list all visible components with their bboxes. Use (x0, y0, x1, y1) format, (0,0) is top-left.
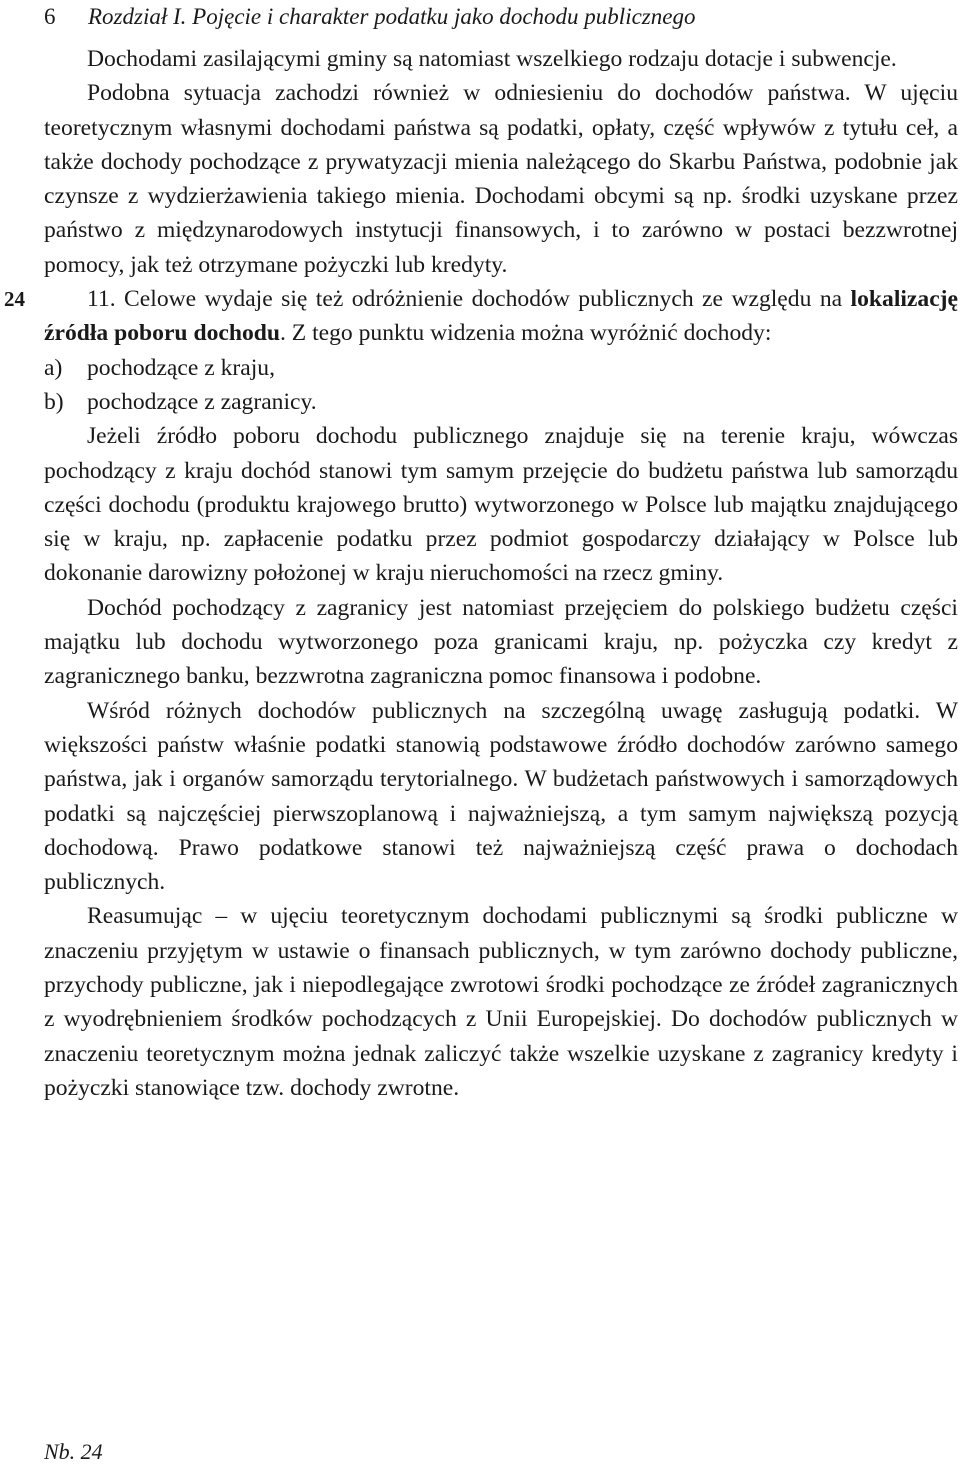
list-marker: a) (44, 354, 63, 381)
footer-marginal-number: Nb. 24 (44, 1439, 103, 1464)
list-item (44, 385, 958, 419)
list-item (44, 351, 958, 385)
paragraph-3-end: . Z tego punktu widzenia można wyróżnić dochody: (280, 320, 772, 347)
list-marker: b) (44, 388, 64, 415)
paragraph-4: Jeżeli źródło poboru dochodu publicznego znajduje się na terenie kraju, wówczas pochodzący z kraju dochód stanowi tym samym przejęcie do budżetu państwa lub samorządu części dochodu (produktu krajowego brutto) wytworzonego w Polsce lub majątku znajdującego się w kraju, np. zapłacenie podatku przez podmiot gospodarczy działający w Polsce lub dokonanie darowizny położonej w kraju nieruchomości na rzecz gminy. (44, 423, 958, 587)
list-item-text: pochodzące z zagranicy. (87, 388, 317, 415)
paragraph-3 (4, 282, 958, 351)
list-item-text: pochodzące z kraju, (87, 354, 275, 381)
body-text (4, 42, 958, 1105)
paragraph-5: Dochód pochodzący z zagranicy jest natomiast przejęciem do polskiego budżetu części majątku lub dochodu wytworzonego poza granicami kraju, np. pożyczka czy kredyt z zagranicznego banku, bezzwrotna zagraniczna pomoc finansowa i podobne. (44, 594, 958, 690)
chapter-title: Rozdział I. Pojęcie i charakter podatku jako dochodu publicznego (88, 4, 696, 29)
paragraph-7: Reasumując – w ujęciu teoretycznym dochodami publicznymi są środki publiczne w znaczeniu przyjętym w ustawie o finansach publicznych, w tym zarówno dochody publiczne, przychody publiczne, jak i niepodlegające zwrotowi środki pochodzące ze źródeł zagranicznych z wyodrębnieniem środków pochodzących z Unii Europejskiej. Do dochodów publicznych w znaczeniu teoretycznym można jednak zaliczyć także wszelkie uzyskane z zagranicy kredyty i pożyczki stanowiące tzw. dochody zwrotne. (44, 903, 958, 1101)
paragraph-3-bold: lokalizację źródła poboru dochodu (44, 286, 958, 347)
paragraph-6: Wśród różnych dochodów publicznych na szczególną uwagę zasługują podatki. W większości państw właśnie podatki stanowią podstawowe źródło dochodów zarówno samego państwa, jak i organów samorządu terytorialnego. W budżetach państwowych i samorządowych podatki są najczęściej pierwszoplanową i najważniejszą, a tym samym największą pozycją dochodową. Prawo podatkowe stanowi też najważniejszą część prawa o dochodach publicznych. (44, 697, 958, 896)
running-header (44, 2, 924, 32)
paragraph-3-start: 11. Celowe wydaje się też odróżnienie dochodów publicznych ze względu na (87, 286, 851, 313)
margin-number: 24 (4, 287, 25, 312)
page-number: 6 (44, 4, 56, 29)
paragraph-2: Podobna sytuacja zachodzi również w odniesieniu do dochodów państwa. W ujęciu teoretycznym własnymi dochodami państwa są podatki, opłaty, część wpływów z tytułu ceł, a także dochody pochodzące z prywatyzacji mienia należącego do Skarbu Państwa, podobnie jak czynsze z wydzierżawienia takiego mienia. Dochodami obcymi są np. środki uzyskane przez państwo z międzynarodowych instytucji finansowych, i to zarówno w postaci bezzwrotnej pomocy, jak też otrzymane pożyczki lub kredyty. (44, 80, 958, 278)
paragraph-1: Dochodami zasilającymi gminy są natomiast wszelkiego rodzaju dotacje i subwencje. (87, 46, 897, 72)
